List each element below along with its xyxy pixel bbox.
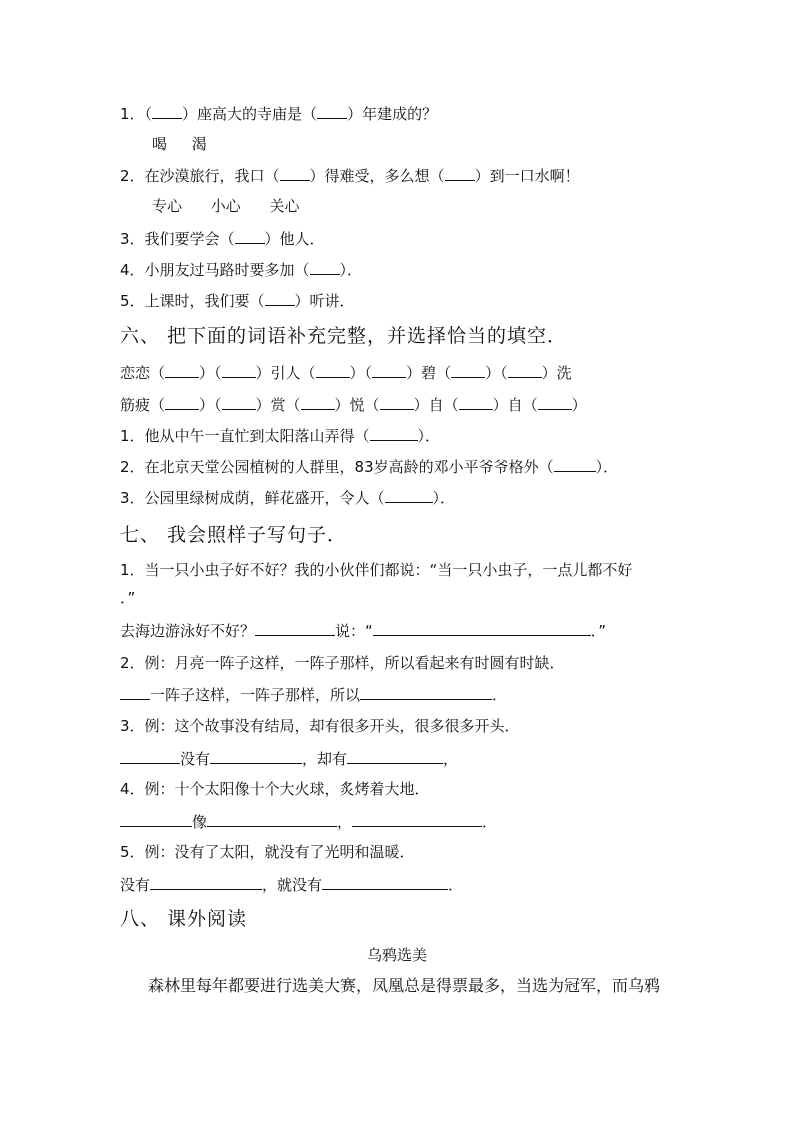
- blank: [451, 362, 485, 378]
- fill-item-1: 1．（ ）座高大的寺庙是（ ）年建成的？: [120, 105, 438, 123]
- section-7-heading: 七、 我会照样子写句子．: [120, 524, 348, 546]
- blank: [222, 394, 256, 410]
- answer-blank[interactable]: [210, 748, 302, 764]
- word-options-1: 喝 渴: [152, 135, 207, 153]
- example-5: 5．例：没有了太阳，就没有了光明和温暖．: [120, 843, 415, 861]
- blank: [538, 394, 572, 410]
- answer-blank[interactable]: [347, 748, 443, 764]
- answer-blank[interactable]: [150, 874, 262, 890]
- fill-item-2: 2．在沙漠旅行，我口（ ）得难受，多么想（ ）到一口水啊！: [120, 167, 580, 185]
- answer-blank[interactable]: [360, 684, 492, 700]
- example-1-line-1: 1．当一只小虫子好不好？我的小伙伴们都说：“当一只小虫子，一点儿都不好: [120, 561, 633, 579]
- example-3: 3．例：这个故事没有结局，却有很多开头，很多很多开头．: [120, 717, 520, 735]
- example-5-answer: 没有 ，就没有 ．: [120, 876, 464, 894]
- blank: [317, 103, 347, 119]
- word-options-2: 专心 小心 关心: [152, 197, 300, 215]
- answer-blank[interactable]: [207, 811, 337, 827]
- answer-blank[interactable]: [373, 620, 591, 636]
- idiom-line-2: 筋疲（ ）（ ）赏（ ）悦（ ）自（ ）自（ ）: [120, 396, 587, 414]
- blank: [380, 394, 414, 410]
- blank: [301, 394, 335, 410]
- section-8-heading: 八、 课外阅读: [120, 908, 248, 930]
- blank: [316, 362, 350, 378]
- answer-blank[interactable]: [255, 620, 335, 636]
- answer-blank[interactable]: [120, 811, 192, 827]
- fill-item-4: 4．小朋友过马路时要多加（ ）．: [120, 261, 363, 279]
- answer-blank[interactable]: [352, 811, 482, 827]
- blank: [554, 456, 596, 472]
- blank: [235, 228, 265, 244]
- blank: [165, 394, 199, 410]
- fill-item-3: 3．我们要学会（ ）他人．: [120, 230, 325, 248]
- example-4-answer: 像 ， ．: [120, 811, 497, 832]
- blank: [508, 362, 542, 378]
- blank: [385, 487, 433, 503]
- answer-blank[interactable]: [120, 684, 150, 700]
- blank: [372, 362, 406, 378]
- example-2-answer: 一阵子这样，一阵子那样，所以 ．: [120, 684, 507, 705]
- fill-item-5: 5．上课时，我们要（ ）听讲．: [120, 292, 355, 310]
- answer-blank[interactable]: [322, 874, 448, 890]
- answer-blank[interactable]: [120, 748, 180, 764]
- blank: [445, 165, 475, 181]
- blank: [370, 425, 418, 441]
- blank: [280, 165, 310, 181]
- reading-title: 乌鸦选美: [366, 946, 427, 964]
- section-6-heading: 六、 把下面的词语补充完整，并选择恰当的填空．: [120, 325, 568, 347]
- blank: [222, 362, 256, 378]
- idiom-sentence-2: 2．在北京天堂公园植树的人群里，83岁高龄的邓小平爷爷格外（ ）．: [120, 458, 619, 476]
- blank: [459, 394, 493, 410]
- blank: [152, 103, 182, 119]
- idiom-sentence-1: 1．他从中午一直忙到太阳落山弄得（ ）．: [120, 427, 441, 445]
- idiom-line-1: 恋恋（ ）（ ）引人（ ）（ ）碧（ ）（ ）洗: [120, 364, 572, 382]
- example-1-line-2: ．”: [120, 589, 136, 607]
- example-2: 2．例：月亮一阵子这样，一阵子那样，所以看起来有时圆有时缺．: [120, 654, 565, 672]
- blank: [165, 362, 199, 378]
- example-3-answer: 没有 ，却有 ，: [120, 748, 458, 769]
- idiom-sentence-3: 3．公园里绿树成荫，鲜花盛开，令人（ ）．: [120, 489, 456, 507]
- example-1-answer: 去海边游泳好不好？ 说：“ ．”: [120, 622, 607, 640]
- reading-paragraph: 森林里每年都要进行选美大赛，凤凰总是得票最多，当选为冠军，而乌鸦: [148, 976, 661, 995]
- example-4: 4．例：十个太阳像十个大火球，炙烤着大地．: [120, 780, 430, 798]
- blank: [310, 259, 340, 275]
- blank: [265, 290, 295, 306]
